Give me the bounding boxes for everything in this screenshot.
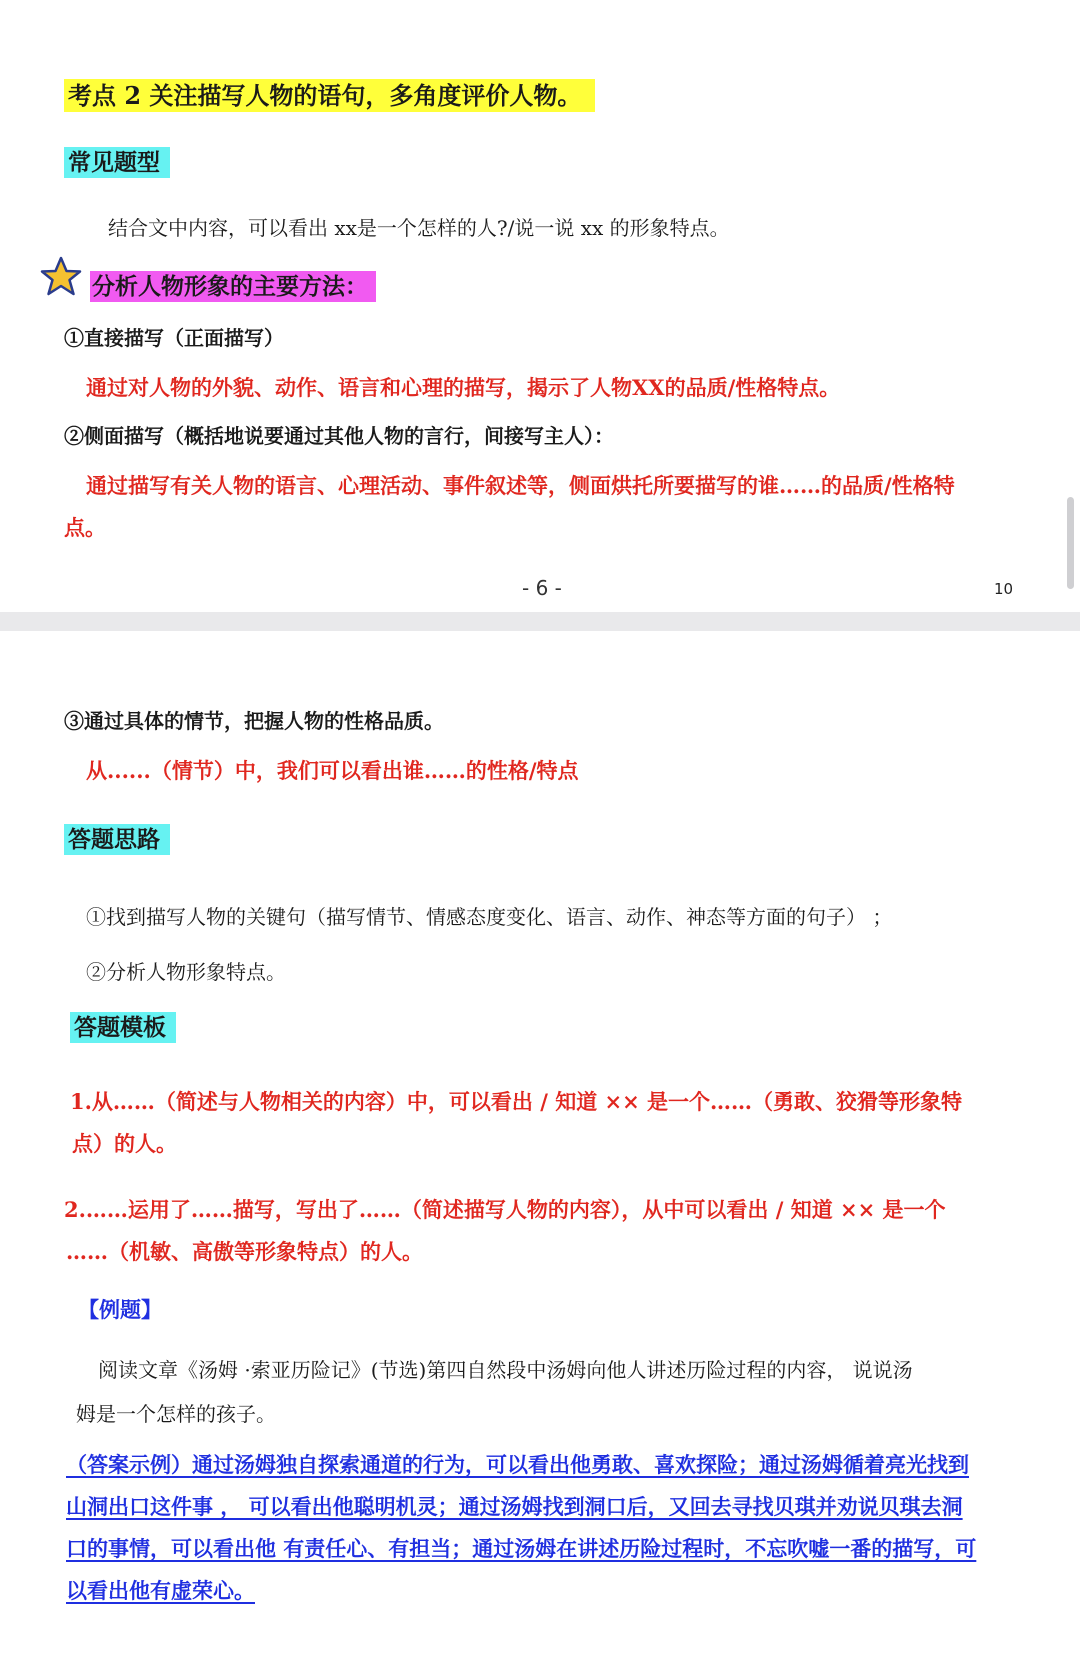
star-icon: [38, 256, 84, 300]
method1-title: ①直接描写（正面描写）: [64, 326, 284, 350]
template-1-line1: 1.从……（简述与人物相关的内容）中，可以看出 / 知道 ×× 是一个……（勇敢、狡猾等形象特: [70, 1089, 963, 1114]
document-page-6: [0, 0, 1080, 612]
changjian-text: 结合文中内容，可以看出 xx是一个怎样的人?/说一说 xx 的形象特点。: [108, 216, 730, 240]
template-1-line2: 点）的人。: [72, 1131, 177, 1156]
method2-text-line2: 点。: [64, 515, 106, 540]
method2-title: ②侧面描写（概括地说要通过其他人物的言行，间接写主人）：: [64, 424, 614, 448]
silu-step-1: ①找到描写人物的关键句（描写情节、情感态度变化、语言、动作、神态等方面的句子） ；: [86, 905, 893, 929]
silu-heading: 答题思路: [64, 821, 170, 854]
question-line1: 阅读文章《汤姆 ·索亚历险记》(节选)第四自然段中汤姆向他人讲述历险过程的内容， 说说汤: [98, 1358, 913, 1382]
page-number: - 6 -: [522, 576, 562, 600]
question-line2: 姆是一个怎样的孩子。: [76, 1402, 276, 1426]
changjian-heading: 常见题型: [64, 144, 170, 177]
silu-step-2: ②分析人物形象特点。: [86, 960, 286, 984]
method3-title: ③通过具体的情节，把握人物的性格品质。: [64, 709, 444, 733]
template-2-line1: 2.……运用了……描写，写出了……（简述描写人物的内容），从中可以看出 / 知道 ×× 是一个: [64, 1197, 946, 1222]
scrollbar-thumb[interactable]: [1067, 497, 1074, 589]
method3-text: 从......（情节）中，我们可以看出谁……的性格/特点: [86, 758, 579, 783]
muban-heading: 答题模板: [70, 1009, 176, 1042]
answer-line2: 山洞出口这件事 ， 可以看出他聪明机灵；通过汤姆找到洞口后，又回去寻找贝琪并劝说贝琪去洞: [66, 1494, 963, 1519]
method1-text: 通过对人物的外貌、动作、语言和心理的描写，揭示了人物XX的品质/性格特点。: [86, 375, 841, 400]
kaodian-heading: 考点 2 关注描写人物的语句，多角度评价人物。: [64, 76, 595, 111]
document-page-7: [0, 631, 1080, 1667]
method2-text-line1: 通过描写有关人物的语言、心理活动、事件叙述等，侧面烘托所要描写的谁……的品质/性格特: [86, 473, 955, 498]
answer-line1: （答案示例）通过汤姆独自探索通道的行为，可以看出他勇敢、喜欢探险；通过汤姆循着亮光找到: [66, 1452, 969, 1477]
template-2-line2: ……（机敏、高傲等形象特点）的人。: [66, 1239, 423, 1264]
page-count: 10: [994, 580, 1014, 598]
answer-line4: 以看出他有虚荣心。: [66, 1578, 255, 1603]
answer-line3: 口的事情，可以看出他 有责任心、有担当；通过汤姆在讲述历险过程时，不忘吹嘘一番的描写，可: [66, 1536, 977, 1561]
method-heading: 分析人物形象的主要方法：: [90, 268, 376, 301]
liti-heading: 【例题】: [78, 1297, 162, 1322]
